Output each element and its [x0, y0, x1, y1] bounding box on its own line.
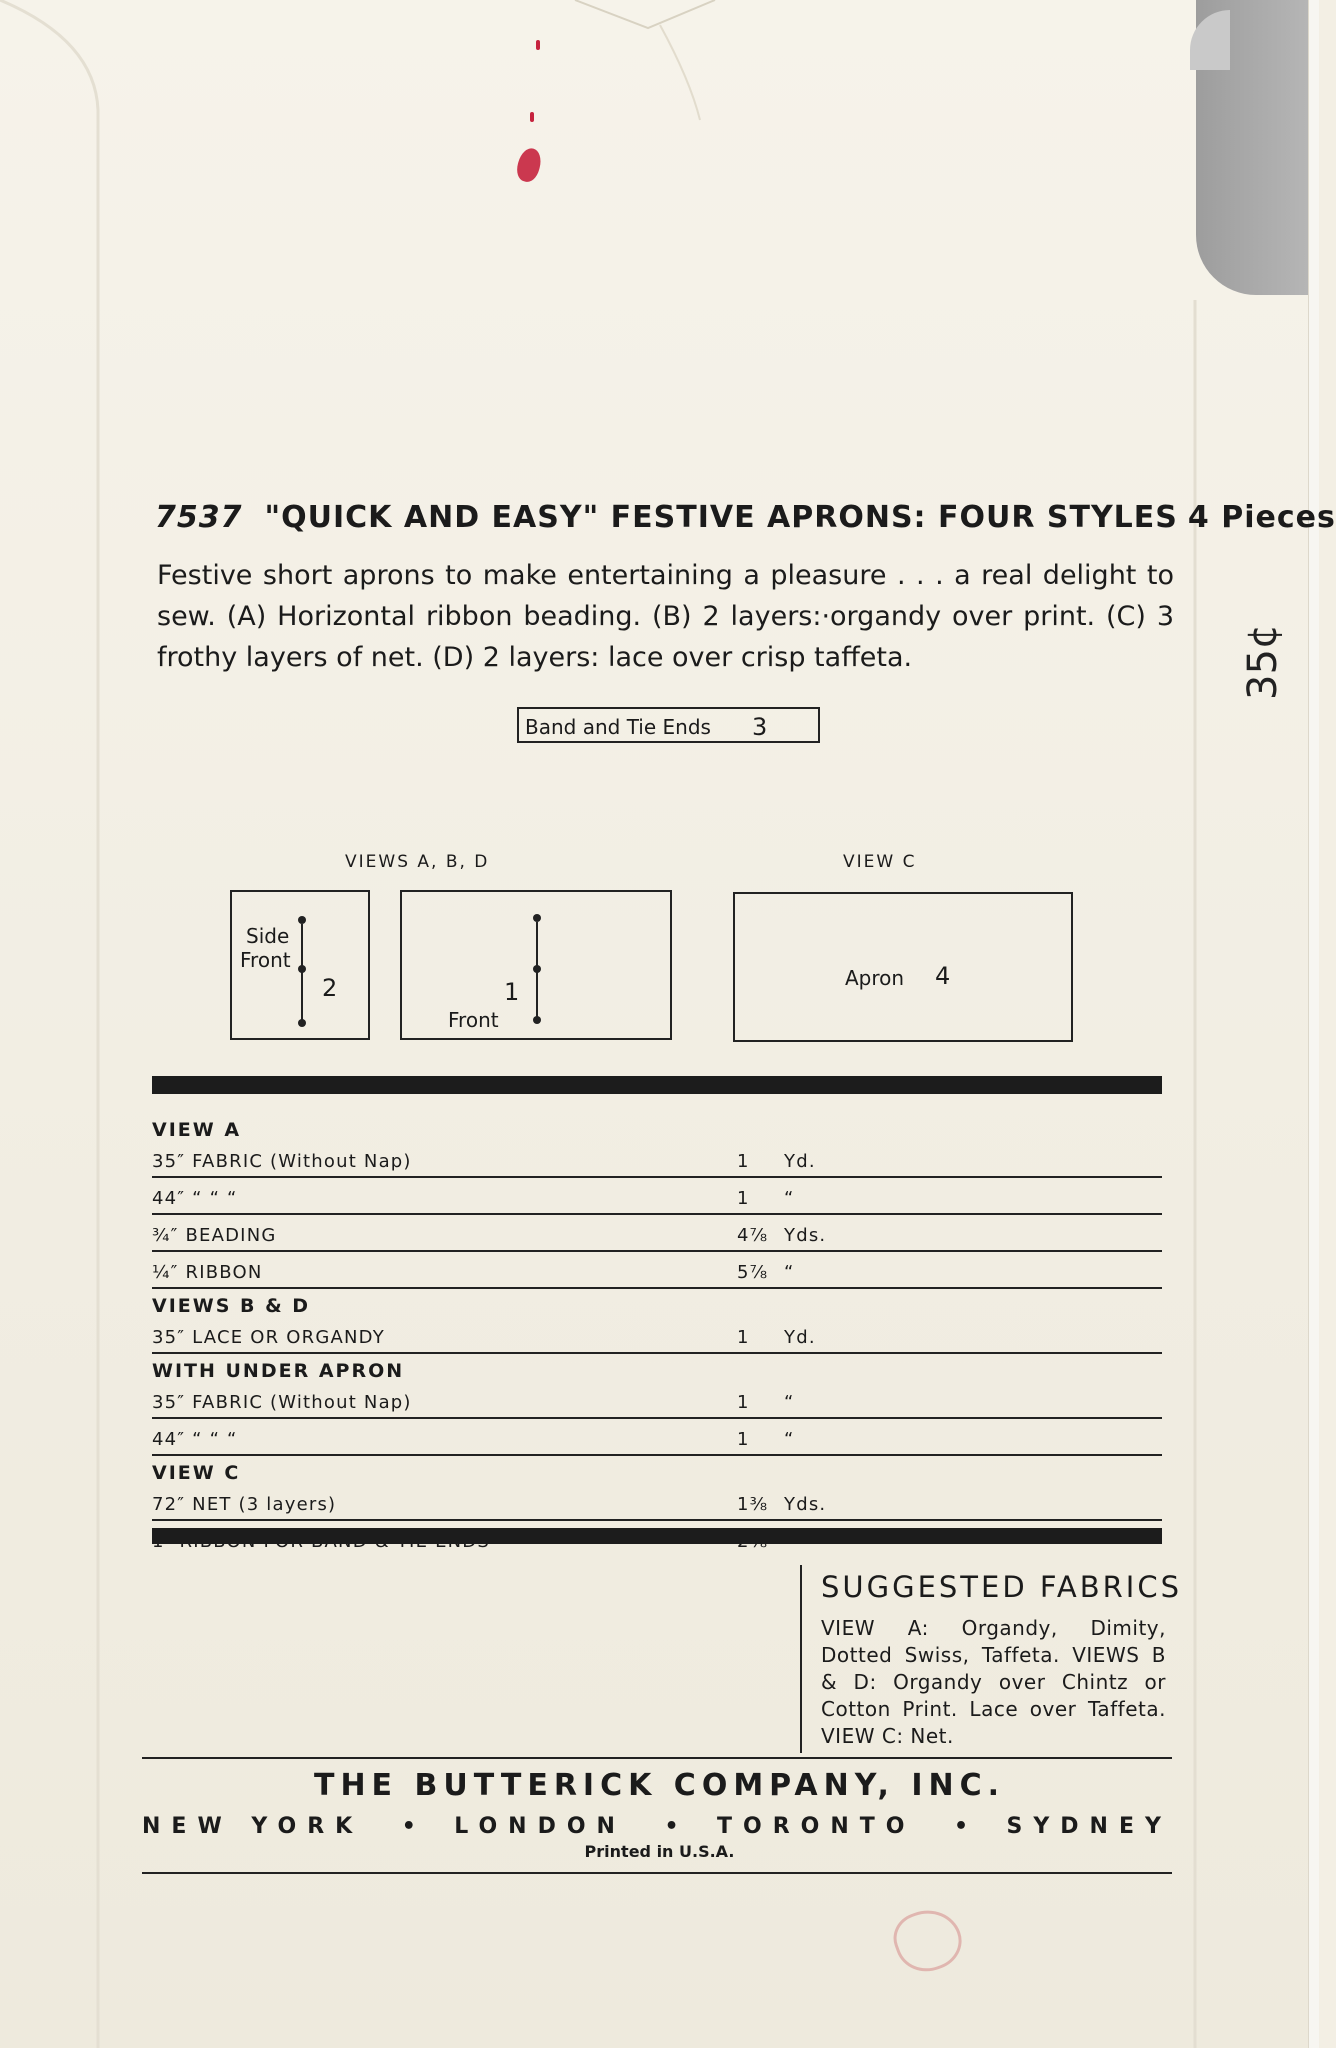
- printed-in-label: Printed in U.S.A.: [584, 1842, 735, 1861]
- table-row: 35″ LACE OR ORGANDY 1 Yd.: [152, 1317, 1162, 1354]
- front-piece: [400, 890, 672, 1040]
- table-row: 72″ NET (3 layers) 1⅜ Yds.: [152, 1484, 1162, 1521]
- city-separator: •: [401, 1814, 416, 1839]
- table-row: 44″ “ “ “ 1 “: [152, 1178, 1162, 1215]
- grainline-dot: [533, 1016, 541, 1024]
- city-name: SYDNEY: [1006, 1814, 1172, 1839]
- grainline-dot: [533, 914, 541, 922]
- yardage-table: [152, 1113, 1162, 1556]
- grainline-dot: [533, 965, 541, 973]
- footer-top-rule: [142, 1757, 1172, 1759]
- side-front-label-2: Front: [240, 948, 291, 972]
- side-front-piece: [230, 890, 370, 1040]
- pattern-description: Festive short aprons to make entertaining a pleasure . . . a real delight to sew. (A) Horizontal ribbon beading. (B) 2 layers:·organdy over print. (C) 3 frothy layers of net. (D) 2 layers: lace over crisp taffeta.: [157, 560, 1174, 673]
- side-front-number: 2: [322, 974, 338, 1002]
- city-separator: •: [953, 1814, 969, 1839]
- section-heading-views-bd: VIEWS B & D: [152, 1295, 311, 1317]
- table-row: 44″ “ “ “ 1 “: [152, 1419, 1162, 1456]
- apron-label: Apron: [845, 966, 905, 990]
- view-c-label: VIEW C: [843, 852, 917, 872]
- envelope-edge: [1308, 0, 1319, 2048]
- table-row: 35″ FABRIC (Without Nap) 1 Yd.: [152, 1141, 1162, 1178]
- city-name: TORONTO: [717, 1814, 916, 1839]
- front-label: Front: [448, 1008, 499, 1032]
- apron-number: 4: [935, 962, 951, 990]
- grainline: [301, 924, 303, 1024]
- table-bottom-bar: [152, 1528, 1162, 1544]
- side-front-label-1: Side: [246, 924, 290, 948]
- gray-corner-tab: [1196, 0, 1311, 295]
- city-name: NEW YORK: [142, 1814, 364, 1839]
- footer-bottom-rule: [142, 1872, 1172, 1874]
- pieces-count: 4 Pieces: [1187, 500, 1336, 535]
- section-heading-under-apron: WITH UNDER APRON: [152, 1360, 405, 1382]
- city-list: [142, 1814, 1172, 1839]
- suggested-divider: [800, 1565, 802, 1753]
- suggested-fabrics-title: SUGGESTED FABRICS: [821, 1570, 1183, 1604]
- red-ink-dot: [530, 112, 534, 122]
- grainline-dot: [298, 965, 306, 973]
- band-piece-number: 3: [752, 713, 768, 741]
- company-name: THE BUTTERICK COMPANY, INC.: [313, 1768, 1006, 1803]
- apron-piece: [733, 892, 1073, 1042]
- suggested-fabrics-text: VIEW A: Organdy, Dimity, Dotted Swiss, Taffeta. VIEWS B & D: Organdy over Chintz or Cotton Print. Lace over Taffeta. VIEW C: Net.: [821, 1616, 1166, 1748]
- table-top-bar: [152, 1076, 1162, 1094]
- pattern-title: [155, 500, 1336, 535]
- grainline-dot: [298, 916, 306, 924]
- pattern-number: 7537: [155, 500, 243, 535]
- section-heading-view-a: VIEW A: [152, 1119, 242, 1141]
- table-row: ¾″ BEADING 4⅞ Yds.: [152, 1215, 1162, 1252]
- red-ink-dot: [536, 40, 540, 50]
- price-label: 35¢: [1240, 623, 1286, 700]
- band-piece-label: Band and Tie Ends: [525, 715, 711, 739]
- views-abd-label: VIEWS A, B, D: [345, 852, 490, 872]
- city-name: LONDON: [454, 1814, 626, 1839]
- band-piece-box: [517, 707, 820, 743]
- table-row: ¼″ RIBBON 5⅞ “: [152, 1252, 1162, 1289]
- section-heading-view-c: VIEW C: [152, 1462, 241, 1484]
- pattern-title-text: "QUICK AND EASY" FESTIVE APRONS: FOUR STYLES: [264, 500, 1178, 535]
- grainline-dot: [298, 1019, 306, 1027]
- city-separator: •: [664, 1814, 679, 1839]
- table-row: 35″ FABRIC (Without Nap) 1 “: [152, 1382, 1162, 1419]
- front-number: 1: [504, 978, 520, 1006]
